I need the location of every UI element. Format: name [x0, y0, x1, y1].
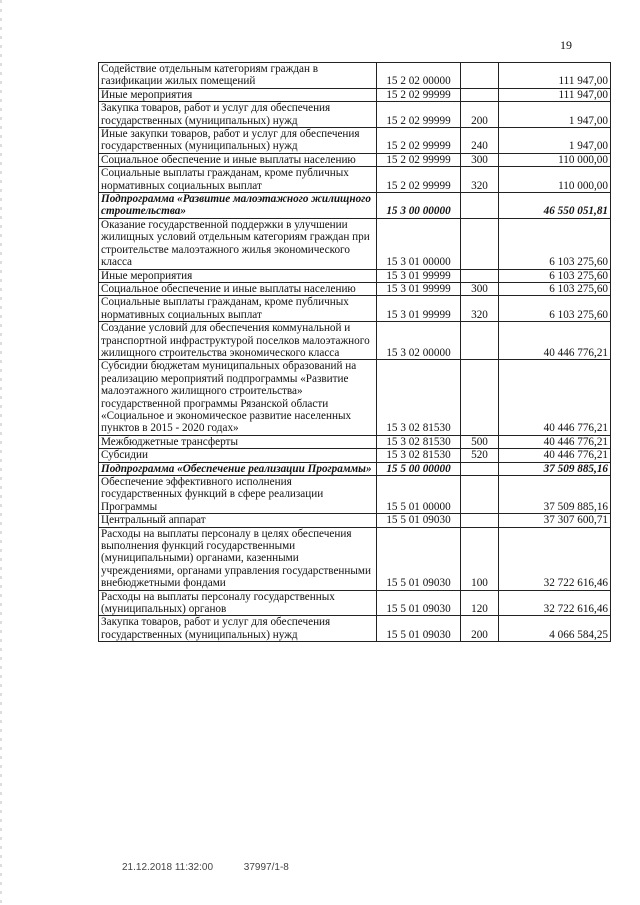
row-expense-type — [461, 63, 499, 89]
row-code: 15 2 02 99999 — [377, 128, 461, 154]
page-number: 19 — [560, 38, 572, 52]
table-row — [99, 449, 611, 462]
row-name: Содействие отдельным категориям граждан в газификации жилых помещений — [99, 63, 377, 89]
row-sum: 6 103 275,60 — [499, 218, 611, 269]
table-row — [99, 514, 611, 527]
row-sum: 46 550 051,81 — [499, 193, 611, 219]
row-sum: 32 722 616,46 — [499, 527, 611, 590]
row-code: 15 3 00 00000 — [377, 193, 461, 219]
row-sum: 37 307 600,71 — [499, 514, 611, 527]
row-code: 15 3 02 00000 — [377, 322, 461, 360]
row-name: Субсидии бюджетам муниципальных образований на реализацию мероприятий подпрограммы «Развитие малоэтажного жилищного строительства» государственной программы Рязанской области «Социальное и экономическое развитие населенных пунктов в 2015 - 2020 годах» — [99, 360, 377, 435]
table-row — [99, 435, 611, 448]
row-code: 15 2 02 99999 — [377, 153, 461, 166]
table-row — [99, 527, 611, 590]
row-expense-type: 240 — [461, 128, 499, 154]
table-row — [99, 322, 611, 360]
row-name: Социальные выплаты гражданам, кроме публичных нормативных социальных выплат — [99, 296, 377, 322]
row-sum: 40 446 776,21 — [499, 322, 611, 360]
row-name: Расходы на выплаты персоналу в целях обеспечения выполнения функций государственными (муниципальными) органами, казенными учреждениями, органами управления государственными внебюджетными фондами — [99, 527, 377, 590]
row-expense-type: 520 — [461, 449, 499, 462]
row-code: 15 5 01 09030 — [377, 616, 461, 642]
scan-edge-artifact — [0, 0, 2, 905]
table-row — [99, 476, 611, 514]
row-expense-type: 500 — [461, 435, 499, 448]
row-code: 15 3 01 99999 — [377, 282, 461, 295]
table-row — [99, 153, 611, 166]
row-sum: 32 722 616,46 — [499, 590, 611, 616]
row-name: Подпрограмма «Обеспечение реализации Программы» — [99, 462, 377, 475]
table-row — [99, 218, 611, 269]
row-sum: 111 947,00 — [499, 63, 611, 89]
row-name: Социальное обеспечение и иные выплаты населению — [99, 153, 377, 166]
row-expense-type: 100 — [461, 527, 499, 590]
table-row — [99, 167, 611, 193]
row-name: Оказание государственной поддержки в улучшении жилищных условий отдельным категориям граждан при строительстве малоэтажного жилья экономического класса — [99, 218, 377, 269]
row-sum: 1 947,00 — [499, 128, 611, 154]
row-name: Расходы на выплаты персоналу государственных (муниципальных) органов — [99, 590, 377, 616]
row-expense-type — [461, 269, 499, 282]
row-sum: 110 000,00 — [499, 167, 611, 193]
row-name: Обеспечение эффективного исполнения государственных функций в сфере реализации Программы — [99, 476, 377, 514]
row-name: Создание условий для обеспечения коммунальной и транспортной инфраструктурой поселков малоэтажного жилищного строительства экономического класса — [99, 322, 377, 360]
row-expense-type: 200 — [461, 616, 499, 642]
row-expense-type: 300 — [461, 153, 499, 166]
row-sum: 40 446 776,21 — [499, 435, 611, 448]
row-expense-type — [461, 360, 499, 435]
footer-timestamp: 21.12.2018 11:32:00 — [122, 862, 214, 873]
row-sum: 40 446 776,21 — [499, 360, 611, 435]
row-code: 15 3 02 81530 — [377, 449, 461, 462]
row-name: Субсидии — [99, 449, 377, 462]
row-code: 15 5 01 09030 — [377, 527, 461, 590]
row-sum: 111 947,00 — [499, 88, 611, 101]
table-row — [99, 269, 611, 282]
row-sum: 6 103 275,60 — [499, 296, 611, 322]
row-name: Подпрограмма «Развитие малоэтажного жилищного строительства» — [99, 193, 377, 219]
row-name: Иные мероприятия — [99, 88, 377, 101]
row-expense-type: 320 — [461, 296, 499, 322]
row-code: 15 2 02 99999 — [377, 88, 461, 101]
row-code: 15 3 02 81530 — [377, 360, 461, 435]
table-row — [99, 88, 611, 101]
row-name: Социальное обеспечение и иные выплаты населению — [99, 282, 377, 295]
footer — [122, 862, 289, 873]
row-code: 15 3 01 99999 — [377, 269, 461, 282]
row-sum: 37 509 885,16 — [499, 476, 611, 514]
row-code: 15 5 00 00000 — [377, 462, 461, 475]
row-code: 15 5 01 09030 — [377, 514, 461, 527]
row-sum: 110 000,00 — [499, 153, 611, 166]
row-name: Закупка товаров, работ и услуг для обеспечения государственных (муниципальных) нужд — [99, 616, 377, 642]
table-row — [99, 128, 611, 154]
row-code: 15 5 01 00000 — [377, 476, 461, 514]
row-name: Центральный аппарат — [99, 514, 377, 527]
table-row — [99, 360, 611, 435]
row-sum: 1 947,00 — [499, 102, 611, 128]
row-expense-type — [461, 462, 499, 475]
row-sum: 6 103 275,60 — [499, 269, 611, 282]
budget-table-body — [99, 63, 611, 642]
row-name: Иные закупки товаров, работ и услуг для обеспечения государственных (муниципальных) нужд — [99, 128, 377, 154]
budget-table — [98, 62, 611, 642]
row-code: 15 3 02 81530 — [377, 435, 461, 448]
row-expense-type — [461, 514, 499, 527]
row-name: Социальные выплаты гражданам, кроме публичных нормативных социальных выплат — [99, 167, 377, 193]
table-row — [99, 616, 611, 642]
table-row — [99, 296, 611, 322]
row-expense-type — [461, 322, 499, 360]
row-name: Иные мероприятия — [99, 269, 377, 282]
row-expense-type: 320 — [461, 167, 499, 193]
table-row — [99, 63, 611, 89]
row-sum: 37 509 885,16 — [499, 462, 611, 475]
row-code: 15 2 02 99999 — [377, 102, 461, 128]
row-name: Закупка товаров, работ и услуг для обеспечения государственных (муниципальных) нужд — [99, 102, 377, 128]
row-expense-type: 120 — [461, 590, 499, 616]
row-code: 15 3 01 99999 — [377, 296, 461, 322]
row-expense-type — [461, 88, 499, 101]
row-expense-type — [461, 193, 499, 219]
row-expense-type: 300 — [461, 282, 499, 295]
row-sum: 4 066 584,25 — [499, 616, 611, 642]
row-code: 15 2 02 99999 — [377, 167, 461, 193]
table-row — [99, 282, 611, 295]
table-row — [99, 590, 611, 616]
table-row — [99, 102, 611, 128]
row-code: 15 2 02 00000 — [377, 63, 461, 89]
row-expense-type: 200 — [461, 102, 499, 128]
row-name: Межбюджетные трансферты — [99, 435, 377, 448]
subprogram-row — [99, 193, 611, 219]
row-sum: 6 103 275,60 — [499, 282, 611, 295]
row-sum: 40 446 776,21 — [499, 449, 611, 462]
footer-doc-id: 37997/1-8 — [243, 862, 289, 873]
subprogram-row — [99, 462, 611, 475]
row-expense-type — [461, 218, 499, 269]
row-code: 15 3 01 00000 — [377, 218, 461, 269]
row-code: 15 5 01 09030 — [377, 590, 461, 616]
row-expense-type — [461, 476, 499, 514]
